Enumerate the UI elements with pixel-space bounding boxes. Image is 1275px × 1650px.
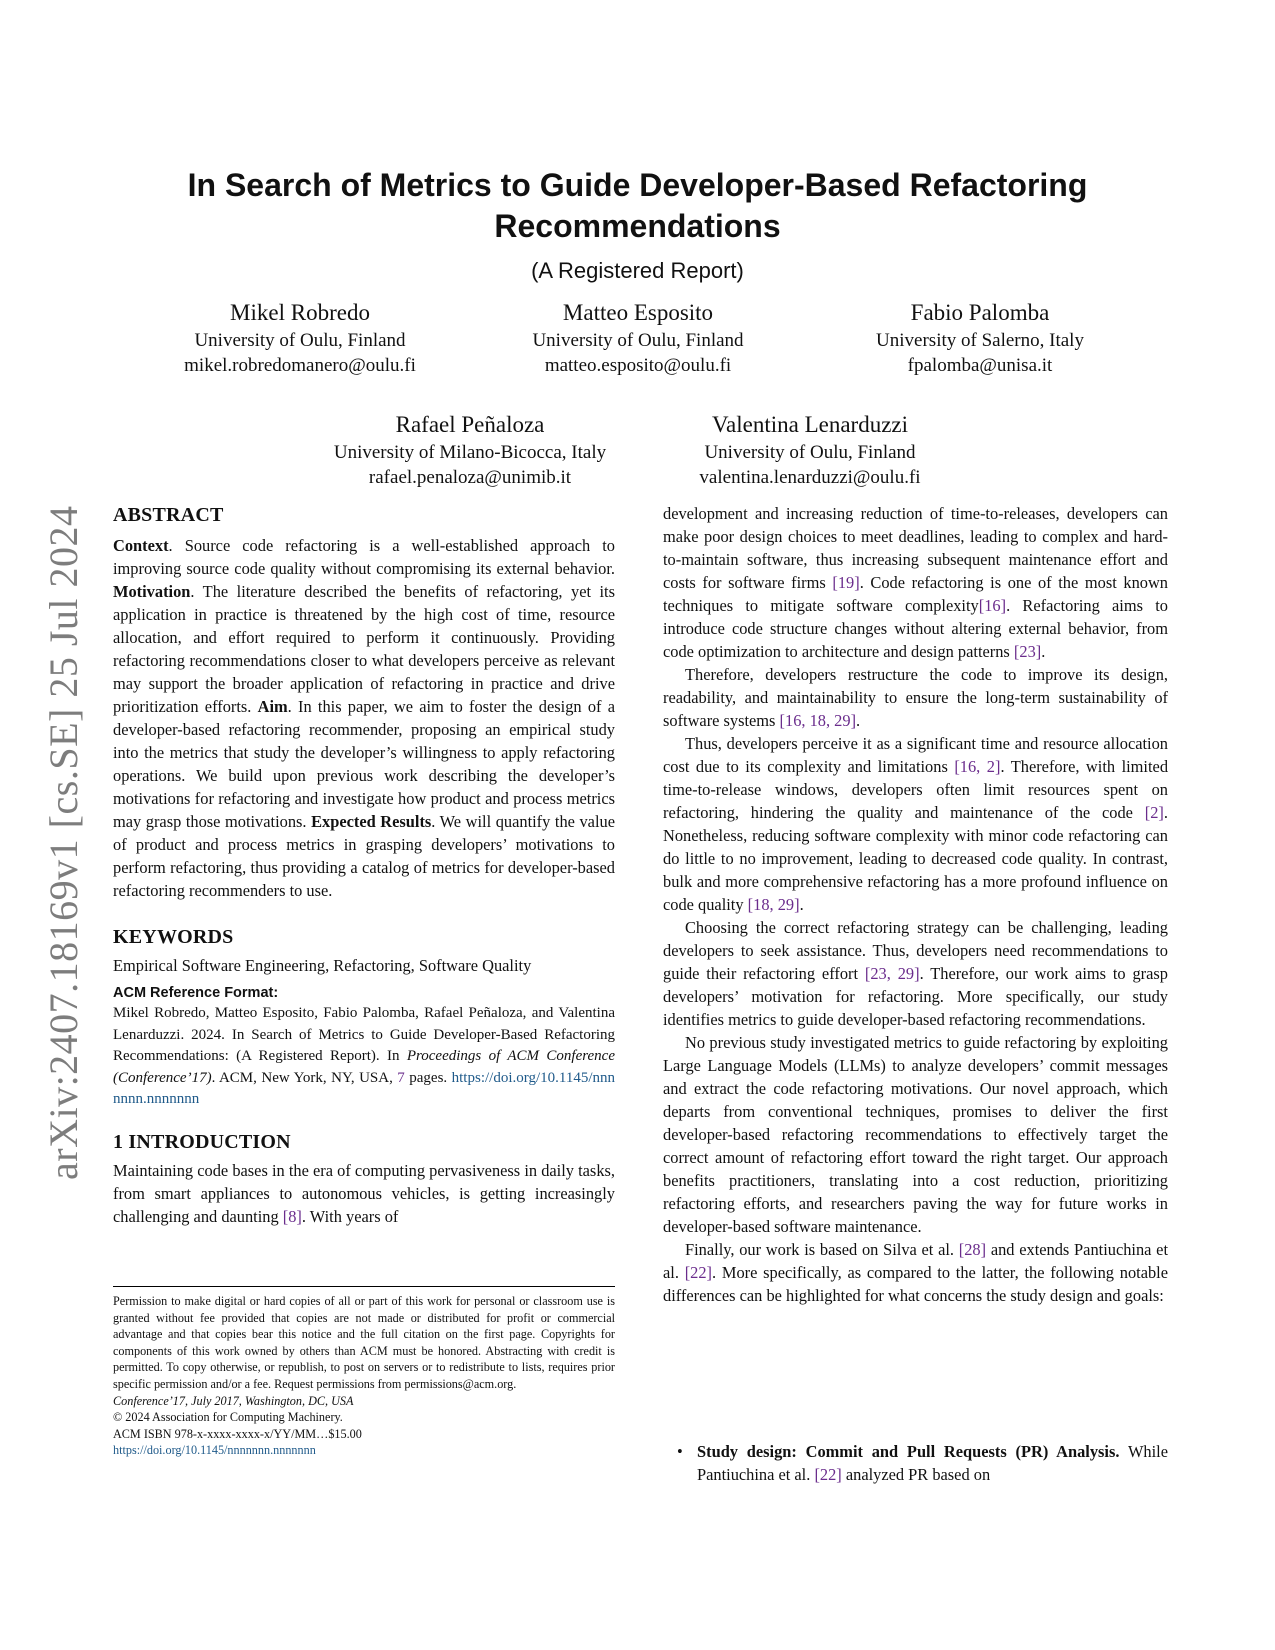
author-block (150, 298, 450, 378)
citation-link[interactable]: [8] (282, 1206, 302, 1226)
abstract-span: . In this paper, we aim to foster the design of a developer-based refactoring recommender, proposing an empirical study into the metrics that study the developer’s willingness to apply refactoring operations. We build upon previous work describing the developer’s motivations for refactoring and investigate how product and process metrics may grasp those motivations. (113, 697, 615, 831)
intro-span: . With years of (301, 1206, 399, 1226)
intro-span: . Therefore, our work aims to grasp developers’ motivation for refactoring. More specifically, our study identifies metrics to guide developer-based refactoring recommendations. (663, 964, 1168, 1029)
left-column (113, 502, 615, 1228)
intro-span: . Refactoring aims to introduce code structure changes without altering external behavior, from code optimization to architecture and design patterns (663, 596, 1168, 661)
intro-span: . (799, 895, 804, 914)
intro-paragraph (113, 1159, 615, 1228)
author-email: matteo.esposito@oulu.fi (544, 355, 732, 376)
intro-span: . Code refactoring is one of the most known techniques to mitigate software complexity (663, 573, 1168, 615)
abstract-text (113, 534, 615, 902)
author-affiliation: University of Oulu, Finland (532, 330, 744, 351)
intro-paragraph: No previous study investigated metrics to guide refactoring by exploiting Large Language Models (LLMs) to analyze developers’ commit messages and extract the code refactoring motivations. Our novel approach, which departs from conventional techniques, promises to deliver the first developer-based refactoring recommendations to effectively target the correct amount of refactoring effort toward the right target. Our approach benefits practitioners, translating into a cost reduction, prioritizing refactoring efforts, and researchers paving the way for future works in developer-based software maintenance. (663, 1033, 1168, 1236)
ref-venue: Proceedings of ACM Conference (Conference’17) (113, 1048, 615, 1086)
acm-reference-body (113, 1003, 615, 1111)
author-block (830, 298, 1130, 378)
conference-info: Conference’17, July 2017, Washington, DC, USA (113, 1393, 354, 1408)
intro-span: Finally, our work is based on Silva et al. (685, 1240, 959, 1259)
author-name: Rafael Peñaloza (395, 412, 545, 437)
citation-link[interactable]: [23, 29] (864, 964, 920, 983)
bullet-span: analyzed PR based on (841, 1465, 991, 1484)
author-email: rafael.penaloza@unimib.it (368, 467, 572, 488)
citation-link[interactable]: [2] (1144, 803, 1164, 822)
abstract-label: Context (113, 536, 169, 555)
intro-span: . Therefore, with limited time-to-release windows, developers often limit resources spent on refactoring, hindering the quality and maintenance of the code (663, 757, 1169, 822)
author-affiliation: University of Salerno, Italy (876, 330, 1084, 351)
citation-link[interactable]: [16] (978, 596, 1007, 615)
permission-text: Permission to make digital or hard copies of all or part of this work for personal or classroom use is granted without fee provided that copies are not made or distributed for profit or commercial advantage and that copies bear this notice and the full citation on the first page. Copyrights for components of this work owned by others than ACM must be honored. Abstracting with credit is permitted. To copy otherwise, or republish, to post on servers or to redistribute to lists, requires prior specific permission and/or a fee. Request permissions from permissions@acm.org. (113, 1294, 615, 1391)
citation-link[interactable]: [19] (832, 573, 860, 592)
ref-span: pages. (404, 1069, 452, 1086)
copyright-info: © 2024 Association for Computing Machinery. (113, 1410, 343, 1425)
intro-paragraph (663, 732, 1168, 916)
author-name: Valentina Lenarduzzi (711, 412, 909, 437)
permission-footnote (113, 1286, 615, 1459)
ref-pages-link[interactable]: 7 (397, 1069, 405, 1086)
intro-paragraph (663, 1238, 1168, 1307)
citation-link[interactable]: [18, 29] (747, 895, 800, 914)
introduction-heading: 1 INTRODUCTION (113, 1130, 291, 1153)
study-design-bullet (677, 1440, 1168, 1486)
abstract-span: . Source code refactoring is a well-established approach to improving source code quality without compromising its external behavior. (113, 536, 615, 578)
abstract-label: Expected Results (311, 812, 432, 831)
abstract-span: . The literature described the benefits of refactoring, yet its application in practice is threatened by the high cost of time, resource allocation, and effort required to perform it continuously. Providing refactoring recommendations closer to what developers perceive as relevant may support the broader application of refactoring in practice and drive prioritization efforts. (113, 582, 615, 716)
intro-span: . (856, 711, 861, 730)
acm-reference-heading: ACM Reference Format: (113, 985, 279, 1001)
intro-span: development and increasing reduction of time-to-releases, developers can make poor design choices to meet deadlines, leading to complex and hard-to-maintain software, thus increasing subsequent maintenance effort and costs for software firms (663, 504, 1168, 592)
paper-title: In Search of Metrics to Guide Developer-Based Refactoring Recommendations (187, 167, 1088, 244)
citation-link[interactable]: [16, 18, 29] (779, 711, 857, 730)
keywords-text: Empirical Software Engineering, Refactoring, Software Quality (113, 956, 532, 975)
ref-span: Mikel Robredo, Matteo Esposito, Fabio Palomba, Rafael Peñaloza, and Valentina Lenarduzzi. 2024. In Search of Metrics to Guide Developer-Based Refactoring Recommendations: (A Registered Report). In (113, 1005, 615, 1064)
bullet-label: Study design: Commit and Pull Requests (PR) Analysis. (697, 1442, 1120, 1461)
citation-link[interactable]: [28] (958, 1240, 987, 1259)
abstract-label: Motivation (113, 582, 191, 601)
intro-span: . More specifically, as compared to the latter, the following notable differences can be highlighted for what concerns the study design and goals: (663, 1263, 1168, 1305)
intro-span: Maintaining code bases in the era of computing pervasiveness in daily tasks, from smart appliances to autonomous vehicles, is getting increasingly challenging and daunting (113, 1160, 615, 1226)
author-block (650, 410, 970, 490)
abstract-span: . We will quantify the value of product and process metrics in grasping developers’ motivations to perform refactoring, thus providing a catalog of metrics for developer-based refactoring recommenders to use. (113, 812, 615, 900)
intro-span: Thus, developers perceive it as a significant time and resource allocation cost due to its complexity and limitations (663, 734, 1168, 776)
abstract-label: Aim (257, 697, 288, 716)
intro-paragraph (663, 502, 1168, 663)
citation-link[interactable]: [23] (1013, 642, 1042, 661)
intro-span: . (1041, 642, 1046, 661)
author-name: Mikel Robredo (230, 300, 370, 325)
intro-span: Choosing the correct refactoring strategy can be challenging, leading developers to seek assistance. Thus, developers need recommendations to guide their refactoring effort (663, 918, 1168, 983)
doi-link[interactable]: https://doi.org/10.1145/nnnnnnn.nnnnnnn (113, 1069, 615, 1107)
paper-subtitle: (A Registered Report) (531, 258, 744, 283)
right-column (663, 502, 1168, 1307)
author-name: Matteo Esposito (562, 300, 714, 325)
author-email: mikel.robredomanero@oulu.fi (184, 355, 416, 376)
isbn-info: ACM ISBN 978-x-xxxx-xxxx-x/YY/MM…$15.00 (113, 1426, 362, 1441)
bullet-dot-icon: • (677, 1442, 683, 1461)
intro-paragraph (663, 916, 1168, 1031)
citation-link[interactable]: [22] (814, 1465, 842, 1484)
author-name: Fabio Palomba (910, 300, 1050, 325)
author-affiliation: University of Oulu, Finland (194, 330, 406, 351)
intro-span: and extends Pantiuchina et al. (663, 1240, 1169, 1282)
citation-link[interactable]: [22] (684, 1263, 713, 1282)
author-email: valentina.lenarduzzi@oulu.fi (699, 467, 921, 488)
intro-paragraph (663, 663, 1168, 732)
footnote-doi-link[interactable]: https://doi.org/10.1145/nnnnnnn.nnnnnnn (113, 1443, 316, 1458)
intro-span: . Nonetheless, reducing software complexity with minor code refactoring can do little to no improvement, leading to decreased code quality. In contrast, bulk and more comprehensive refactoring has a more profound influence on code quality (663, 803, 1168, 914)
intro-span: Therefore, developers restructure the code to improve its design, readability, and maintainability to ensure the long-term sustainability of software systems (663, 665, 1168, 730)
author-block (488, 298, 788, 378)
abstract-heading: ABSTRACT (113, 504, 224, 526)
author-email: fpalomba@unisa.it (907, 355, 1053, 376)
arxiv-side-stamp: arXiv:2407.18169v1 [cs.SE] 25 Jul 2024 (41, 505, 86, 1180)
acm-reference (113, 983, 615, 1111)
author-block (300, 410, 640, 490)
ref-span: . ACM, New York, NY, USA, (211, 1069, 398, 1086)
author-affiliation: University of Oulu, Finland (704, 442, 916, 463)
bullet-span: While Pantiuchina et al. (697, 1442, 1168, 1484)
citation-link[interactable]: [16, 2] (954, 757, 1001, 776)
author-affiliation: University of Milano-Bicocca, Italy (333, 442, 607, 463)
keywords-heading: KEYWORDS (113, 926, 234, 948)
